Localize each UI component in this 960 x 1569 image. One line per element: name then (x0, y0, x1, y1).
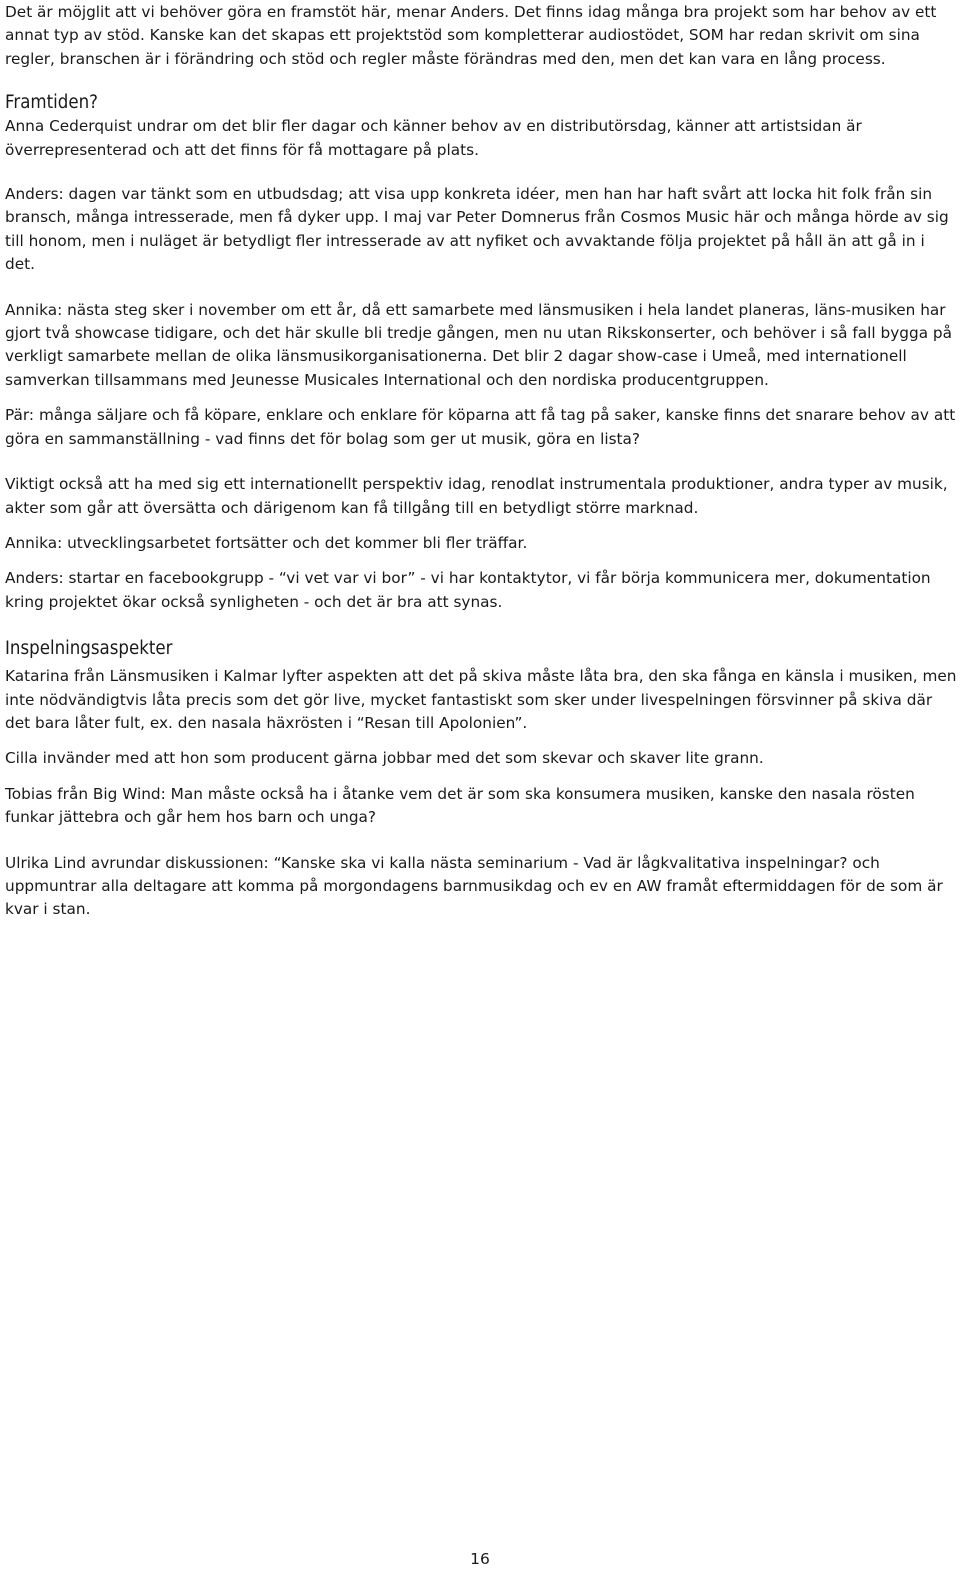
page-number: 16 (470, 1550, 490, 1568)
paragraph-katarina: Katarina från Länsmusiken i Kalmar lyfter aspekten att det på skiva måste låta bra, den ska fånga en känsla i musiken, men inte nödvändigtvis låta precis som det gör live, mycket fantastiskt som sker under livespelningen försvinner på skiva där det bara låter fult, ex. den nasala häxrösten i “Resan till Apolonien”. (5, 667, 957, 732)
paragraph-par-saljare: Pär: många säljare och få köpare, enklare och enklare för köparna att få tag på saker, kanske finns det snarare behov av att göra en sammanställning - vad finns det för bolag som ger ut musik, göra en lista? (5, 406, 956, 448)
paragraph-anna-cederquist: Anna Cederquist undrar om det blir fler dagar och känner behov av en distributörsdag, känner att artistsidan är överrepresenterad och att det finns för få mottagare på plats. (5, 117, 862, 159)
paragraph-ulrika: Ulrika Lind avrundar diskussionen: “Kanske ska vi kalla nästa seminarium - Vad är lågkvalitativa inspelningar? och uppmuntrar alla deltagare att komma på morgondagens barnmusikdag och ev en AW framåt eftermiddagen för de som är kvar i stan. (5, 853, 943, 919)
paragraph-annika-utveckling: Annika: utvecklingsarbetet fortsätter och det kommer bli fler träffar. (5, 533, 528, 552)
paragraph-tobias: Tobias från Big Wind: Man måste också ha i åtanke vem det är som ska konsumera musiken, kanske den nasala rösten funkar jättebra och går hem hos barn och unga? (5, 784, 915, 827)
paragraph-annika-november: Annika: nästa steg sker i november om ett år, då ett samarbete med länsmusiken i hela landet planeras, läns-musiken har gjort två showcase tidigare, och det här skulle bli tredje gången, men nu utan Rikskonserter, och behöver i så fall bygga på verkligt samarbete mellan de olika länsmusikorganisationerna. Det blir 2 dagar show-case i Umeå, med internationell samverkan tillsammans med Jeunesse Musicales International och den nordiska producentgruppen. (5, 300, 953, 389)
document-page (5, 0, 957, 922)
paragraph-anders-utbudsdag: Anders: dagen var tänkt som en utbudsdag; att visa upp konkreta idéer, men han har haft svårt att locka hit folk från sin bransch, många intresserade, men få dyker upp. I maj var Peter Domnerus från Cosmos Music här och många hörde av sig till honom, men i nuläget är betydligt fler intresserade av att nyfiket och avvaktande följa projektet på håll än att gå in i det. (5, 185, 949, 274)
paragraph-intro: Det är möjglit att vi behöver göra en framstöt här, menar Anders. Det finns idag många bra projekt som har behov av ett annat typ av stöd. Kanske kan det skapas ett projektstöd som kompletterar audiostödet, SOM har redan skrivit om sina regler, branschen är i förändring och stöd och regler måste förändras med den, men det kan vara en lång process. (5, 3, 937, 68)
paragraph-anders-facebook: Anders: startar en facebookgrupp - “vi vet var vi bor” - vi har kontaktytor, vi får börja kommunicera mer, dokumentation kring projektet ökar också synligheten - och det är bra att synas. (5, 569, 931, 611)
heading-inspelningsaspekter: Inspelningsaspekter (5, 638, 173, 660)
heading-framtiden: Framtiden? (5, 92, 98, 114)
paragraph-internationellt: Viktigt också att ha med sig ett internationellt perspektiv idag, renodlat instrumentala produktioner, andra typer av musik, akter som går att översätta och därigenom kan få tillgång till en betydligt större marknad. (5, 475, 948, 517)
paragraph-cilla: Cilla invänder med att hon som producent gärna jobbar med det som skevar och skaver lite grann. (5, 749, 764, 768)
